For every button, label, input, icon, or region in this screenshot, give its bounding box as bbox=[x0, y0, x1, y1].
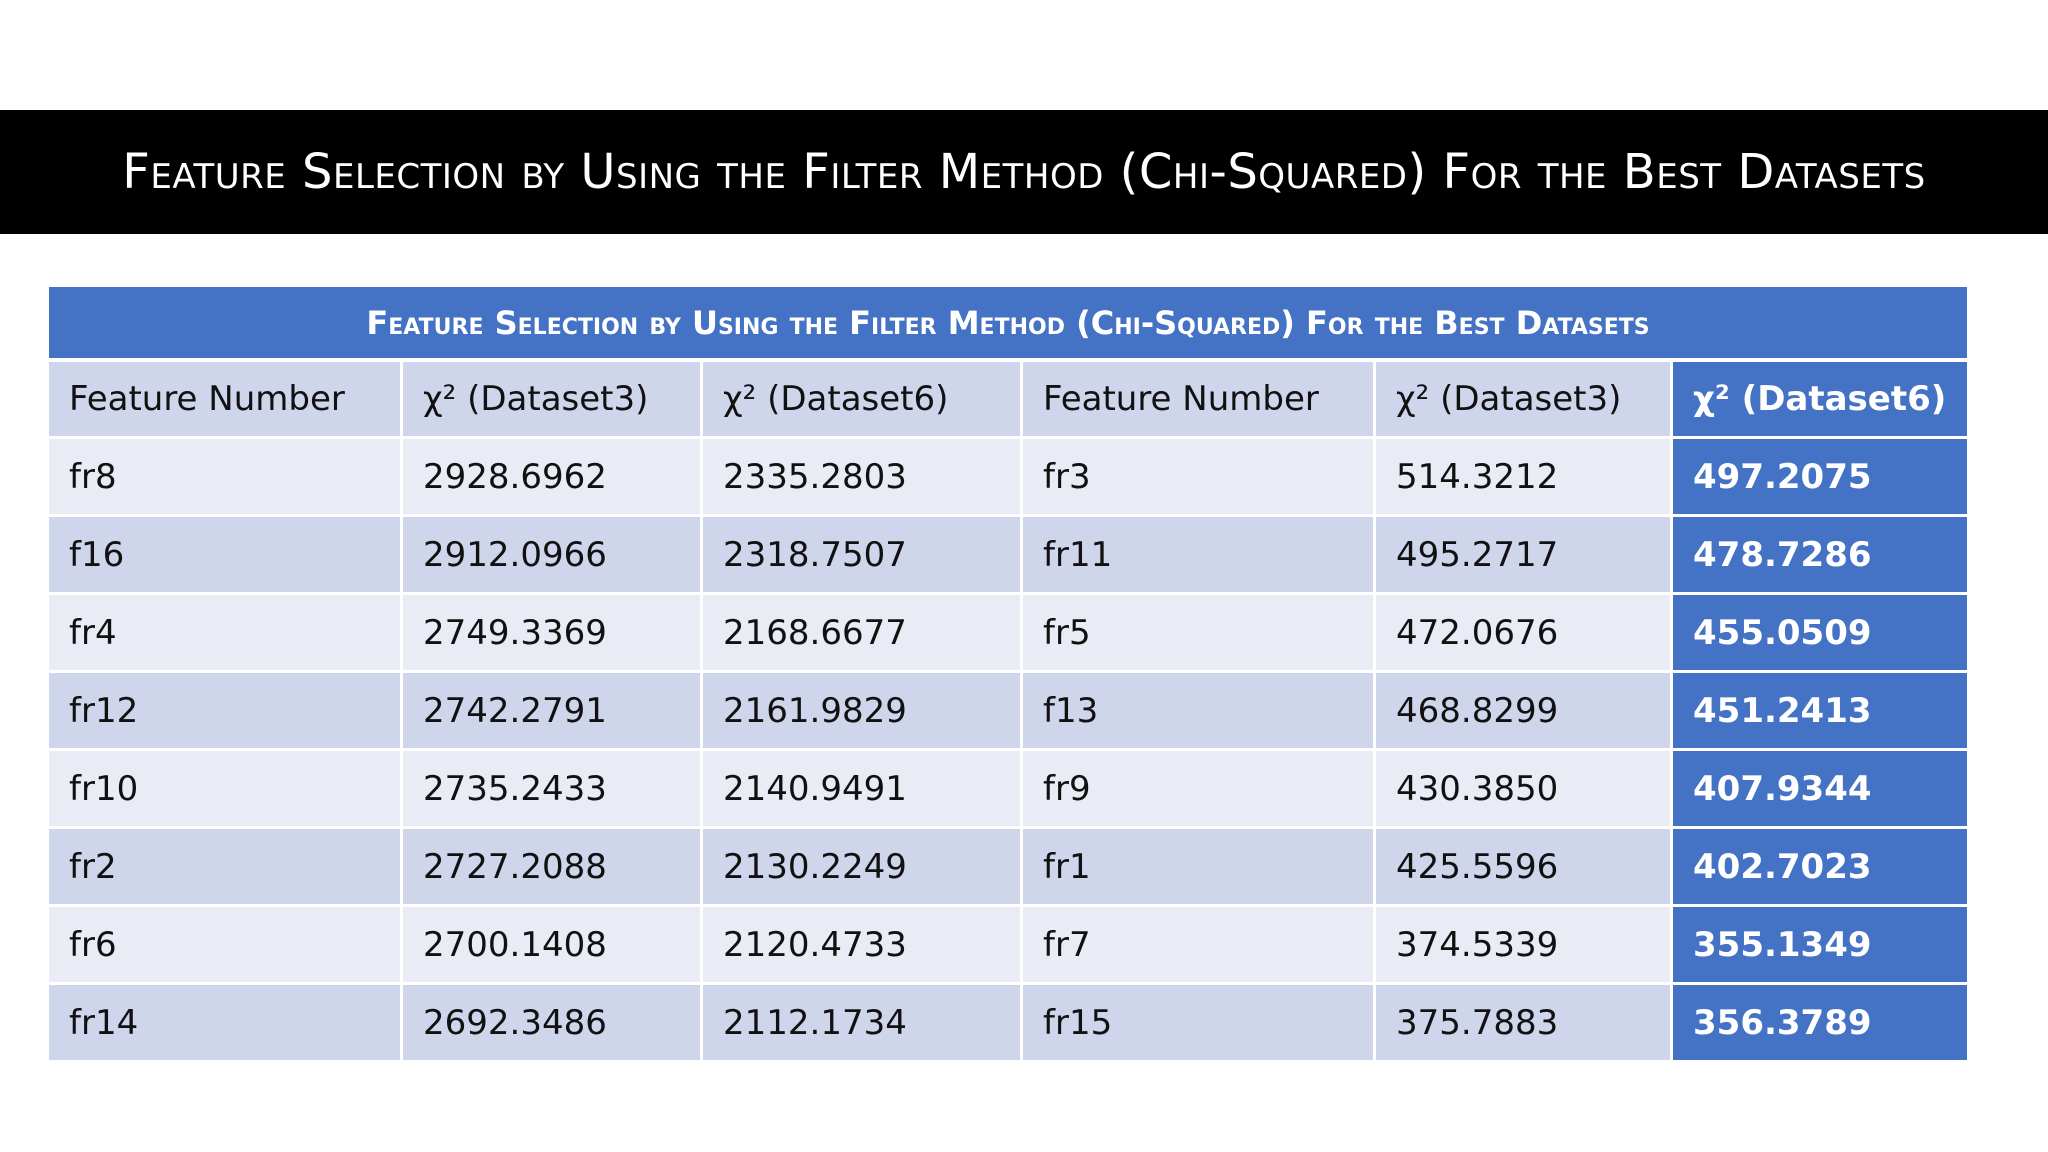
table-cell: 355.1349 bbox=[1673, 907, 1967, 985]
table-cell: fr6 bbox=[49, 907, 403, 985]
table-cell: 2742.2791 bbox=[403, 673, 703, 751]
table-cell: 497.2075 bbox=[1673, 439, 1967, 517]
table-cell: 2912.0966 bbox=[403, 517, 703, 595]
table-cell: f13 bbox=[1023, 673, 1376, 751]
table-cell: 375.7883 bbox=[1376, 985, 1673, 1063]
table-row bbox=[49, 907, 1967, 985]
table-cell: fr10 bbox=[49, 751, 403, 829]
chi-squared-table bbox=[49, 287, 1967, 1063]
table-cell: 2130.2249 bbox=[703, 829, 1023, 907]
table-cell: 2727.2088 bbox=[403, 829, 703, 907]
table-cell: fr7 bbox=[1023, 907, 1376, 985]
table-caption-row bbox=[49, 287, 1967, 362]
table-cell: 2928.6962 bbox=[403, 439, 703, 517]
table-cell: 478.7286 bbox=[1673, 517, 1967, 595]
header-chi2-dataset6-left: χ² (Dataset6) bbox=[703, 362, 1023, 439]
table-cell: 2168.6677 bbox=[703, 595, 1023, 673]
table-cell: 2692.3486 bbox=[403, 985, 703, 1063]
table-row bbox=[49, 595, 1967, 673]
title-bar bbox=[0, 110, 2048, 234]
table-cell: f16 bbox=[49, 517, 403, 595]
table-cell: 425.5596 bbox=[1376, 829, 1673, 907]
table-cell: fr5 bbox=[1023, 595, 1376, 673]
table-cell: 402.7023 bbox=[1673, 829, 1967, 907]
table-cell: fr3 bbox=[1023, 439, 1376, 517]
table-cell: 2140.9491 bbox=[703, 751, 1023, 829]
header-chi2-dataset3-right: χ² (Dataset3) bbox=[1376, 362, 1673, 439]
table-cell: 430.3850 bbox=[1376, 751, 1673, 829]
table-cell: 2161.9829 bbox=[703, 673, 1023, 751]
table-cell: fr15 bbox=[1023, 985, 1376, 1063]
table-cell: 2112.1734 bbox=[703, 985, 1023, 1063]
table-cell: fr12 bbox=[49, 673, 403, 751]
table-cell: fr14 bbox=[49, 985, 403, 1063]
table-header-row bbox=[49, 362, 1967, 439]
table-cell: fr2 bbox=[49, 829, 403, 907]
table-cell: 2749.3369 bbox=[403, 595, 703, 673]
table-cell: 2120.4733 bbox=[703, 907, 1023, 985]
slide-title: Feature Selection by Using the Filter Method (Chi-Squared) For the Best Datasets bbox=[122, 144, 1926, 200]
table-cell: 468.8299 bbox=[1376, 673, 1673, 751]
table-row bbox=[49, 673, 1967, 751]
table-row bbox=[49, 439, 1967, 517]
table-cell: 472.0676 bbox=[1376, 595, 1673, 673]
table-cell: 356.3789 bbox=[1673, 985, 1967, 1063]
table-caption: Feature Selection by Using the Filter Method (Chi-Squared) For the Best Datasets bbox=[49, 287, 1967, 362]
table-row bbox=[49, 985, 1967, 1063]
table-cell: 2335.2803 bbox=[703, 439, 1023, 517]
table-cell: 514.3212 bbox=[1376, 439, 1673, 517]
header-chi2-dataset3-left: χ² (Dataset3) bbox=[403, 362, 703, 439]
table-cell: 2735.2433 bbox=[403, 751, 703, 829]
table-cell: 455.0509 bbox=[1673, 595, 1967, 673]
table-cell: 374.5339 bbox=[1376, 907, 1673, 985]
table-row bbox=[49, 829, 1967, 907]
table-row bbox=[49, 751, 1967, 829]
header-feature-number-right: Feature Number bbox=[1023, 362, 1376, 439]
table-cell: fr11 bbox=[1023, 517, 1376, 595]
table-cell: fr9 bbox=[1023, 751, 1376, 829]
table-cell: 407.9344 bbox=[1673, 751, 1967, 829]
header-feature-number-left: Feature Number bbox=[49, 362, 403, 439]
table-cell: 2700.1408 bbox=[403, 907, 703, 985]
header-chi2-dataset6-right: χ² (Dataset6) bbox=[1673, 362, 1967, 439]
table-cell: 495.2717 bbox=[1376, 517, 1673, 595]
table-cell: fr8 bbox=[49, 439, 403, 517]
table-cell: fr1 bbox=[1023, 829, 1376, 907]
table-cell: fr4 bbox=[49, 595, 403, 673]
table-cell: 451.2413 bbox=[1673, 673, 1967, 751]
table-row bbox=[49, 517, 1967, 595]
table-cell: 2318.7507 bbox=[703, 517, 1023, 595]
